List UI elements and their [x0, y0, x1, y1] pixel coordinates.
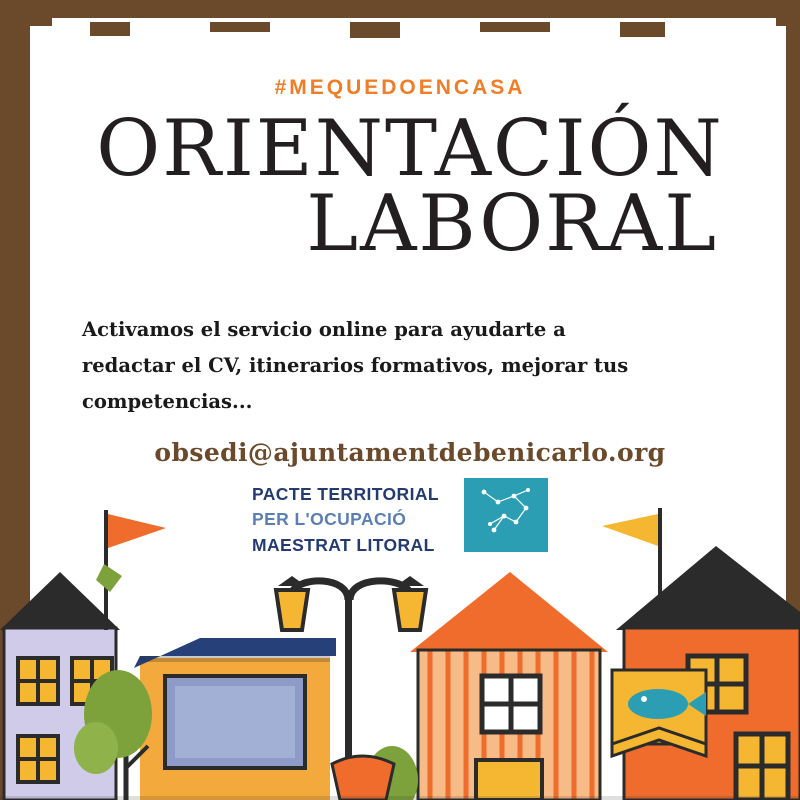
frame-tooth	[480, 22, 550, 32]
flag-yellow	[602, 508, 660, 610]
frame-tooth	[620, 22, 665, 37]
ground-line	[0, 796, 800, 800]
frame-tooth	[350, 22, 400, 38]
frame-tooth	[90, 22, 130, 36]
logo-line-1: PACTE TERRITORIAL	[252, 484, 439, 504]
hashtag-text: #MEQUEDOENCASA	[274, 76, 526, 99]
frame-notch	[30, 210, 40, 330]
frame-tooth	[210, 22, 270, 32]
title-line-2: LABORAL	[306, 178, 718, 269]
title-line-1: ORIENTACIÓN	[96, 104, 724, 194]
fish-banner	[612, 670, 706, 756]
frame-notch	[30, 60, 46, 150]
flag-orange	[96, 510, 166, 630]
logo-line-2: PER L'OCUPACIÓ	[252, 509, 407, 530]
contact-email[interactable]: obsedi@ajuntamentdebenicarlo.org	[154, 438, 666, 467]
logo-line-3: MAESTRAT LITORAL	[252, 534, 435, 555]
page-title	[60, 104, 760, 269]
planter	[332, 756, 394, 800]
town-illustration	[0, 480, 800, 800]
house-yellow-shop	[134, 638, 336, 800]
body-text: Activamos el servicio online para ayudarte a redactar el CV, itinerarios formativos, mejorar tus competencias...	[82, 318, 629, 414]
house-orange-striped	[410, 572, 608, 800]
